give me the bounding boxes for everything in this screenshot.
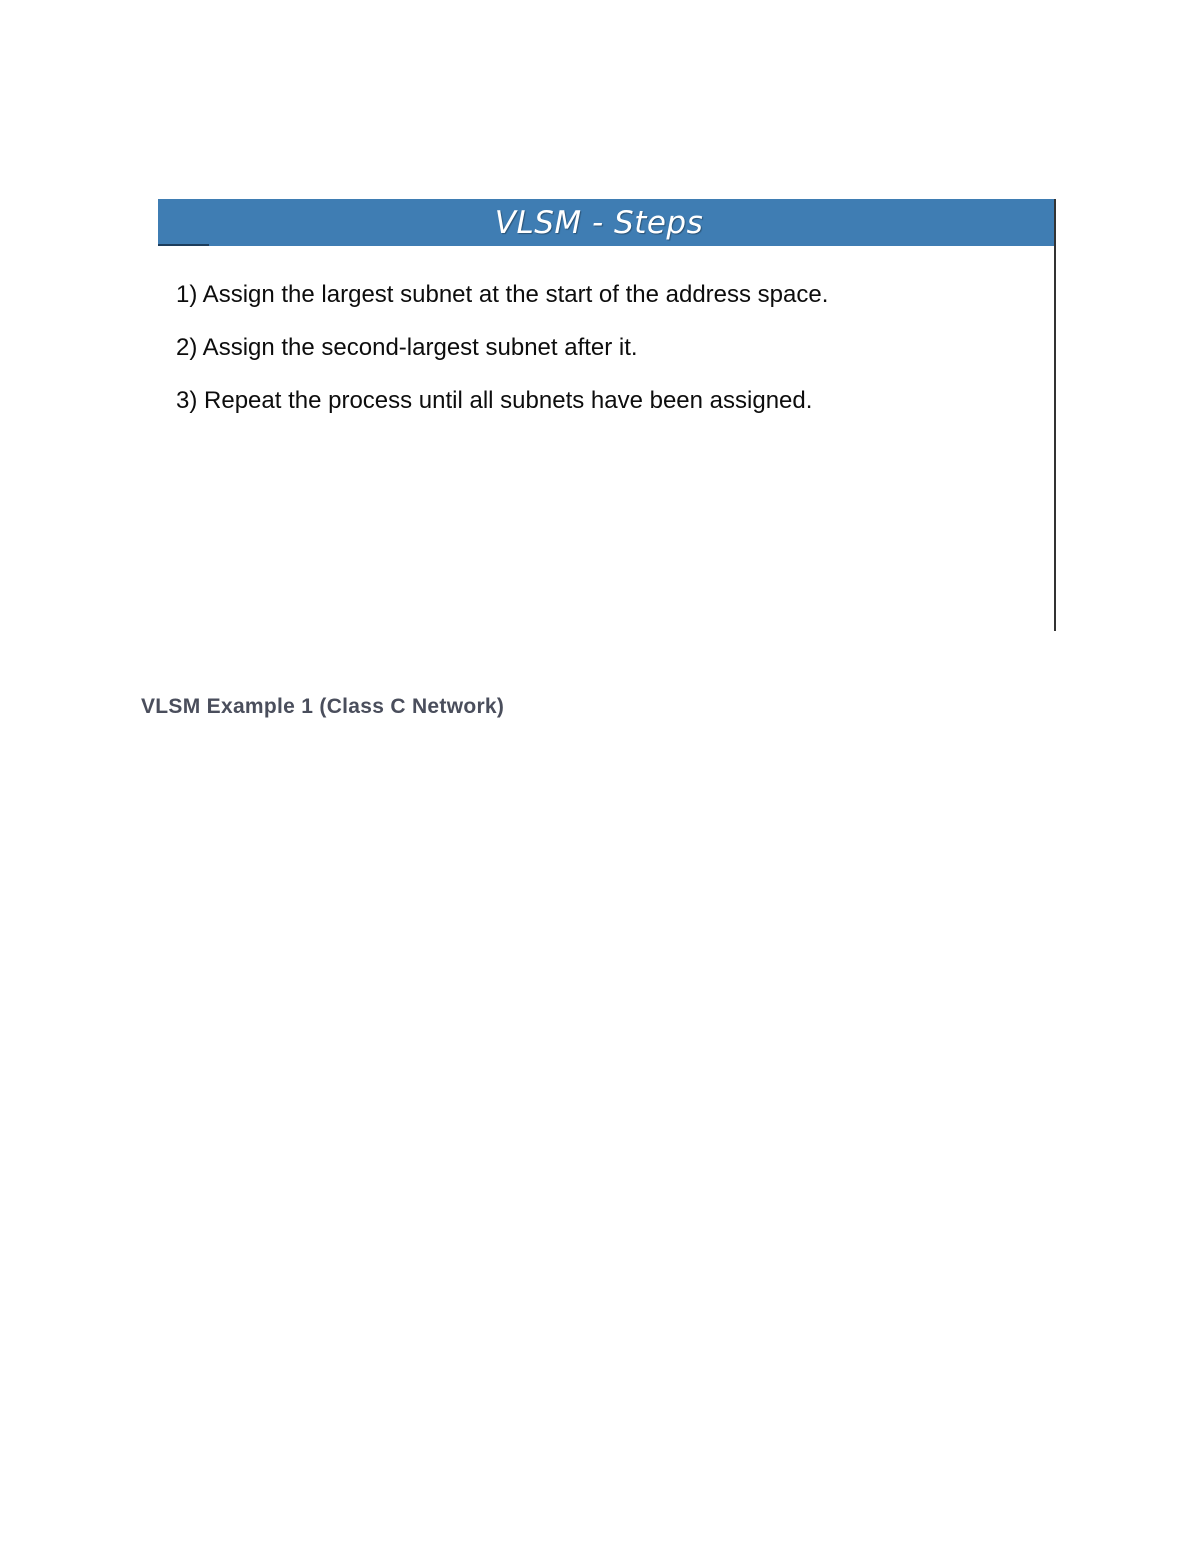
steps-list [176, 281, 828, 440]
slide-title: VLSM - Steps [494, 204, 704, 241]
slide-right-border [1054, 199, 1056, 631]
slide-header-bar [158, 199, 1056, 246]
step-item: 3) Repeat the process until all subnets have been assigned. [176, 387, 813, 414]
header-underline-accent [158, 244, 209, 246]
slide-image [158, 199, 1056, 631]
step-item: 2) Assign the second-largest subnet after it. [176, 334, 638, 361]
step-item: 1) Assign the largest subnet at the start of the address space. [176, 281, 829, 308]
example-heading: VLSM Example 1 (Class C Network) [141, 695, 505, 718]
